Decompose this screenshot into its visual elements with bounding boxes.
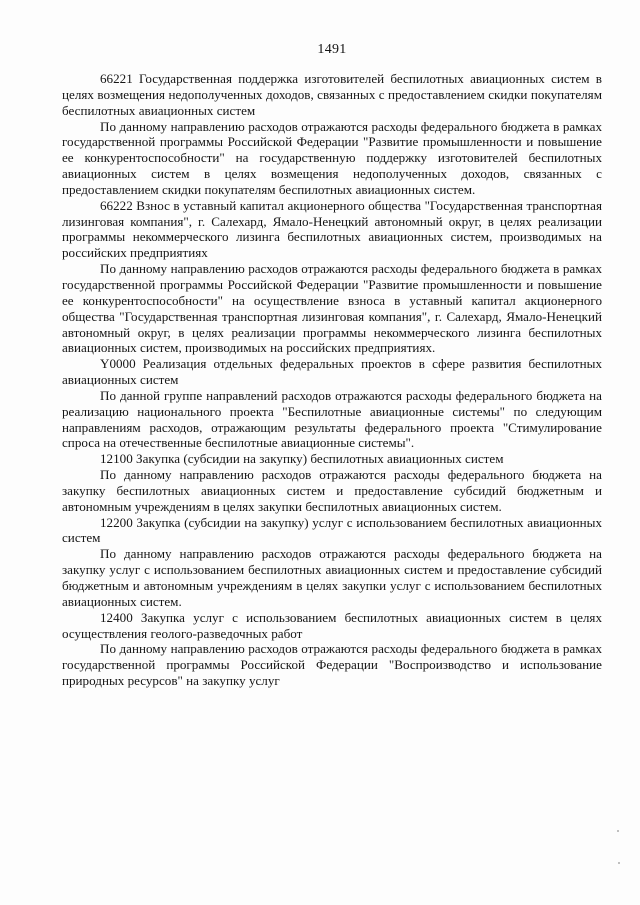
document-body [62, 71, 602, 689]
paragraph-12100-heading: 12100 Закупка (субсидии на закупку) беспилотных авиационных систем [100, 451, 504, 467]
paragraph-y0000-heading: Y0000 Реализация отдельных федеральных проектов в сфере развития беспилотных авиационных систем [62, 356, 602, 388]
page-number: 1491 [317, 42, 347, 57]
paragraph-66221-body: По данному направлению расходов отражаются расходы федерального бюджета в рамках государственной программы Российской Федерации "Развитие промышленности и повышение ее конкурентоспособности" на государственную поддержку изготовителей беспилотных авиационных систем в целях возмещения недополученных доходов, связанных с предоставлением скидки покупателям беспилотных авиационных систем. [62, 118, 602, 197]
paragraph-12200-body: По данному направлению расходов отражаются расходы федерального бюджета на закупку услуг с использованием беспилотных авиационных систем и предоставление субсидий бюджетным и автономным учреждениям в целях закупки услуг с использованием беспилотных авиационных систем. [62, 546, 602, 609]
paragraph-66221-heading: 66221 Государственная поддержка изготовителей беспилотных авиационных систем в целях возмещения недополученных доходов, связанных с предоставлением скидки покупателям беспилотных авиационных систем [62, 71, 602, 118]
paragraph-12200-heading: 12200 Закупка (субсидии на закупку) услуг с использованием беспилотных авиационных систем [62, 514, 602, 546]
paragraph-66222-heading: 66222 Взнос в уставный капитал акционерного общества "Государственная транспортная лизинговая компания", г. Салехард, Ямало-Ненецкий автономный округ, в целях реализации программы некоммерческого лизинга беспилотных авиационных систем, производимых на российских предприятиях [62, 197, 602, 261]
scan-speck [617, 830, 619, 832]
scan-speck [618, 862, 620, 864]
paragraph-12100-body: По данному направлению расходов отражаются расходы федерального бюджета на закупку беспилотных авиационных систем и предоставление субсидий бюджетным и автономным учреждениям в целях закупки беспилотных авиационных систем. [62, 467, 602, 514]
paragraph-12400-body: По данному направлению расходов отражаются расходы федерального бюджета в рамках государственной программы Российской Федерации "Воспроизводство и использование природных ресурсов" на закупку услуг [62, 641, 602, 689]
paragraph-12400-heading: 12400 Закупка услуг с использованием беспилотных авиационных систем в целях осуществления геолого-разведочных работ [62, 609, 602, 641]
paragraph-y0000-body: По данной группе направлений расходов отражаются расходы федерального бюджета на реализацию национального проекта "Беспилотные авиационные системы" по следующим направлениям расходов, отражающим результаты федерального проекта "Стимулирование спроса на отечественные беспилотные авиационные системы". [62, 387, 602, 451]
paragraph-66222-body: По данному направлению расходов отражаются расходы федерального бюджета в рамках государственной программы Российской Федерации "Развитие промышленности и повышение ее конкурентоспособности" на осуществление взноса в уставный капитал акционерного общества "Государственная транспортная лизинговая компания", г. Салехард, Ямало-Ненецкий автономный округ, в целях реализации программы некоммерческого лизинга беспилотных авиационных систем, производимых на российских предприятиях. [62, 261, 602, 356]
